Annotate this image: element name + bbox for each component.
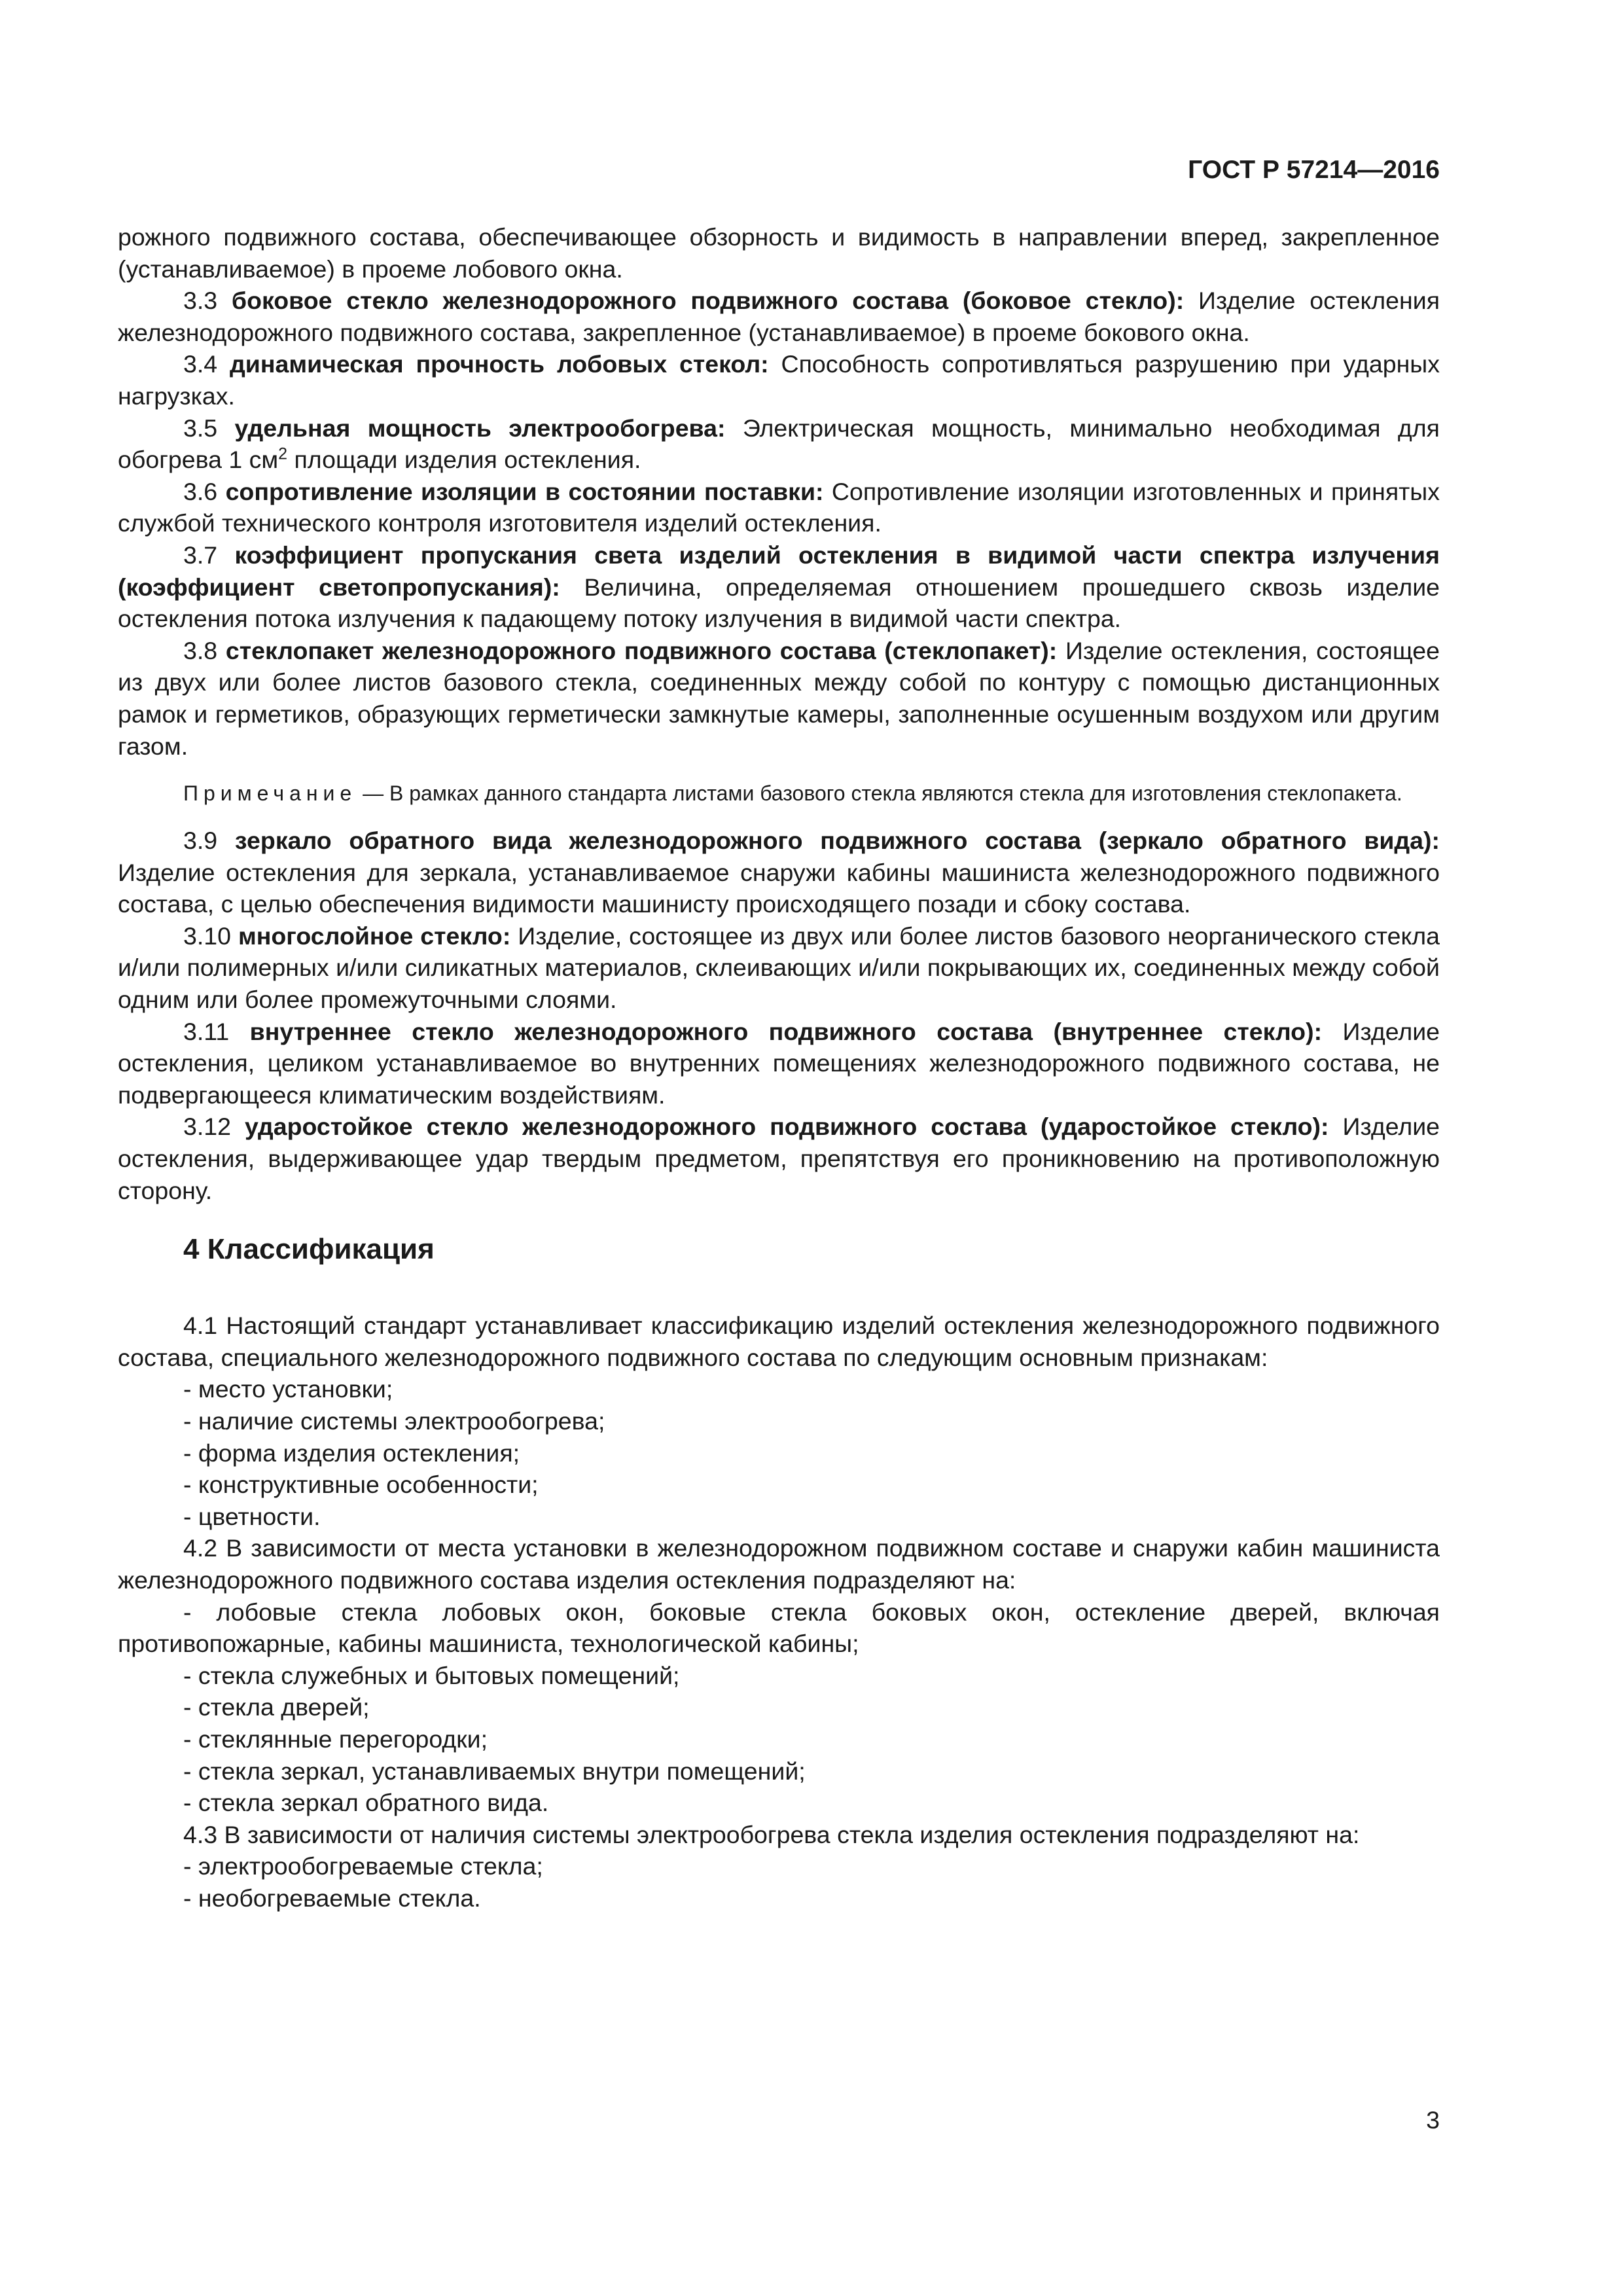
- term-3-12: 3.12 ударостойкое стекло железнодорожного подвижного состава (ударостойкое стекло): Изделие остекления, выдерживающее удар твердым предметом, препятствуя его проникновению на противоположную сторону.: [118, 1113, 1440, 1204]
- list-item: - лобовые стекла лобовых окон, боковые стекла боковых окон, остекление дверей, включая противопожарные, кабины машиниста, технологической кабины;: [118, 1598, 1440, 1658]
- section-4-heading: 4 Классификация: [183, 1233, 435, 1266]
- page-content: [118, 154, 1440, 1914]
- list-item: - место установки;: [183, 1375, 393, 1403]
- list-item: - стекла зеркал обратного вида.: [183, 1789, 549, 1817]
- list-item: - стекла дверей;: [183, 1693, 370, 1721]
- list-item: - стекла служебных и бытовых помещений;: [183, 1661, 680, 1689]
- list-item: - электрообогреваемые стекла;: [183, 1852, 543, 1880]
- clause-4-1: 4.1 Настоящий стандарт устанавливает классификацию изделий остекления железнодорожного подвижного состава, специального железнодорожного подвижного состава по следующим основным признакам:: [118, 1312, 1440, 1371]
- clause-4-3: 4.3 В зависимости от наличия системы электрообогрева стекла изделия остекления подразделяют на:: [183, 1820, 1360, 1848]
- term-3-8: 3.8 стеклопакет железнодорожного подвижного состава (стеклопакет): Изделие остекления, состоящее из двух или более листов базового стекла, соединенных между собой по контуру с помощью дистанционных рамок и герметиков, образующих герметически замкнутые камеры, заполненные осушенным воздухом или другим газом.: [118, 636, 1440, 760]
- continuation-paragraph: рожного подвижного состава, обеспечивающее обзорность и видимость в направлении вперед, закрепленное (устанавливаемое) в проеме лобового окна.: [118, 223, 1440, 283]
- term-3-4: 3.4 динамическая прочность лобовых стекол: Способность сопротивляться разрушению при ударных нагрузках.: [118, 350, 1440, 410]
- term-3-9: 3.9 зеркало обратного вида железнодорожного подвижного состава (зеркало обратного вида): Изделие остекления для зеркала, устанавливаемое снаружи кабины машиниста железнодорожного подвижного состава, с целью обеспечения видимости машинисту происходящего позади и сбоку состава.: [118, 827, 1440, 918]
- page-number: 3: [1426, 2106, 1440, 2134]
- term-3-3: 3.3 боковое стекло железнодорожного подвижного состава (боковое стекло): Изделие остекления железнодорожного подвижного состава, закрепленное (устанавливаемое) в проеме бокового окна.: [118, 287, 1440, 346]
- note-label: Примечание: [183, 781, 357, 806]
- list-item: - необогреваемые стекла.: [183, 1884, 481, 1912]
- term-3-5: 3.5 удельная мощность электрообогрева: Электрическая мощность, минимально необходимая для обогрева 1 $см^2$ площади изделия остекления.: [118, 414, 1440, 474]
- list-item: - стекла зеркал, устанавливаемых внутри помещений;: [183, 1757, 806, 1785]
- term-3-10: 3.10 многослойное стекло: Изделие, состоящее из двух или более листов базового неорганического стекла и/или полимерных и/или силикатных материалов, склеивающих и/или покрывающих их, соединенных между собой одним или более промежуточными слоями.: [118, 922, 1440, 1014]
- term-3-6: 3.6 сопротивление изоляции в состоянии поставки: Сопротивление изоляции изготовленных и принятых службой технического контроля изготовителя изделий остекления.: [118, 477, 1440, 537]
- list-item: - стеклянные перегородки;: [183, 1725, 488, 1753]
- list-item: - конструктивные особенности;: [183, 1471, 539, 1499]
- note: Примечание — В рамках данного стандарта листами базового стекла являются стекла для изготовления стеклопакета.: [183, 781, 1402, 806]
- document-code: ГОСТ Р 57214—2016: [1188, 156, 1440, 184]
- list-item: - наличие системы электрообогрева;: [183, 1407, 605, 1435]
- clause-4-2: 4.2 В зависимости от места установки в железнодорожном подвижном составе и снаружи кабин машиниста железнодорожного подвижного состава изделия остекления подразделяют на:: [118, 1534, 1440, 1594]
- term-3-11: 3.11 внутреннее стекло железнодорожного подвижного состава (внутреннее стекло): Изделие остекления, целиком устанавливаемое во внутренних помещениях железнодорожного подвижного состава, не подвергающееся климатическим воздействиям.: [118, 1017, 1440, 1109]
- list-item: - форма изделия остекления;: [183, 1439, 520, 1467]
- term-3-7: 3.7 коэффициент пропускания света изделий остекления в видимой части спектра излучения (коэффициент светопропускания): Величина, определяемая отношением прошедшего сквозь изделие остекления потока излучения к падающему потоку излучения в видимой части спектра.: [118, 541, 1440, 633]
- list-item: - цветности.: [183, 1502, 321, 1530]
